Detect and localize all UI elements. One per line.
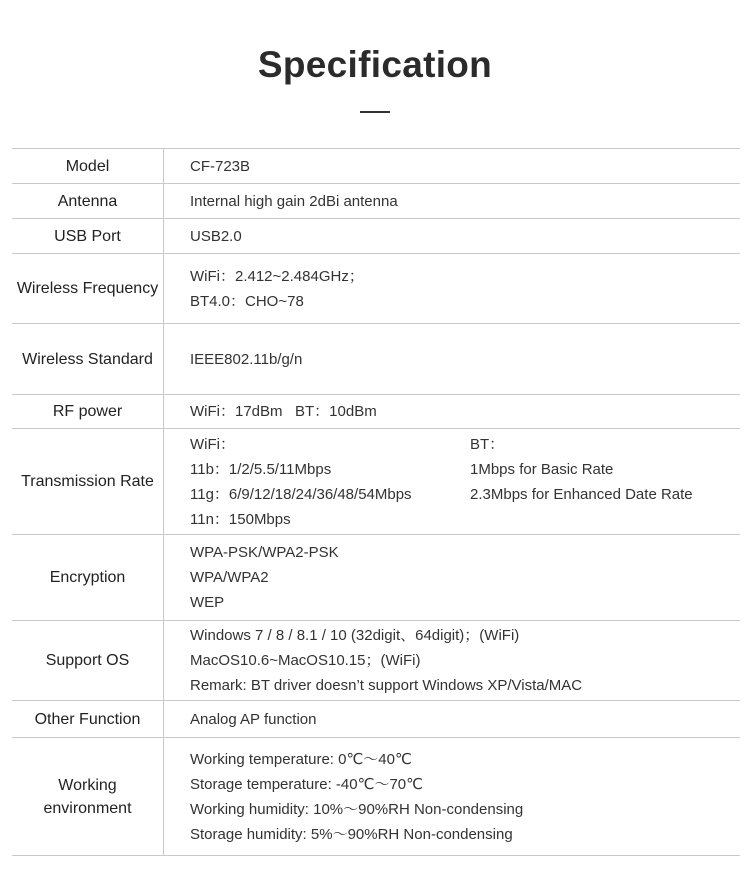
value-line: 11b：1/2/5.5/11Mbps	[190, 460, 332, 478]
spec-row-model	[12, 149, 740, 184]
value-line: IEEE802.11b/g/n	[190, 350, 303, 368]
spec-row-wireless-frequency	[12, 254, 740, 324]
row-value	[164, 254, 741, 324]
row-value	[164, 701, 741, 738]
row-label: Encryption	[12, 535, 164, 621]
row-label: Wireless Frequency	[12, 254, 164, 324]
bt-rates	[470, 432, 740, 532]
value-line: CF-723B	[190, 157, 251, 175]
spec-row-other-function	[12, 701, 740, 738]
row-value	[164, 535, 741, 621]
value-line: 2.3Mbps for Enhanced Date Rate	[470, 485, 693, 503]
value-line: Working temperature: 0℃～40℃	[190, 750, 412, 768]
spec-row-usb-port	[12, 219, 740, 254]
page-title: Specification	[257, 44, 493, 85]
row-label: Antenna	[12, 184, 164, 219]
spec-row-support-os	[12, 621, 740, 701]
label-line: environment	[43, 799, 132, 817]
row-label: Model	[12, 149, 164, 184]
value-line: MacOS10.6~MacOS10.15；(WiFi)	[190, 652, 421, 669]
row-value	[164, 324, 741, 395]
value-line: WiFi：2.412~2.484GHz；	[190, 267, 364, 285]
value-line: WPA/WPA2	[190, 569, 269, 586]
spec-row-wireless-standard	[12, 324, 740, 395]
wifi-rates	[190, 432, 470, 532]
specification-table	[12, 148, 740, 856]
row-label: Wireless Standard	[12, 324, 164, 395]
value-line: 11g：6/9/12/18/24/36/48/54Mbps	[190, 485, 412, 503]
value-line: BT4.0：CHO~78	[190, 292, 304, 310]
row-value	[164, 621, 741, 701]
row-label: Support OS	[12, 621, 164, 701]
row-value	[164, 149, 741, 184]
value-line: 11n：150Mbps	[190, 510, 291, 528]
value-line: Windows 7 / 8 / 8.1 / 10 (32digit、64digit)；(WiFi)	[190, 627, 520, 644]
value-line: Analog AP function	[190, 710, 317, 728]
spec-row-working-environment	[12, 738, 740, 856]
spec-row-rf-power	[12, 395, 740, 429]
row-label: RF power	[12, 395, 164, 429]
spec-row-antenna	[12, 184, 740, 219]
row-value	[164, 219, 741, 254]
value-line: Storage temperature: -40℃～70℃	[190, 775, 423, 793]
title-divider	[360, 111, 390, 113]
value-line: Working humidity: 10%～90%RH Non-condensing	[190, 800, 524, 818]
value-line: BT：	[470, 435, 505, 453]
value-line: Storage humidity: 5%～90%RH Non-condensing	[190, 825, 513, 843]
spec-row-transmission-rate	[12, 429, 740, 535]
value-line: WEP	[190, 594, 225, 611]
row-value	[164, 395, 741, 429]
row-value	[164, 738, 741, 856]
row-label: Transmission Rate	[12, 429, 164, 535]
row-label: Other Function	[12, 701, 164, 738]
row-value	[164, 429, 741, 535]
row-label	[12, 738, 164, 856]
value-line: WiFi：	[190, 435, 235, 453]
value-line: 1Mbps for Basic Rate	[470, 460, 614, 478]
value-line: USB2.0	[190, 227, 242, 245]
value-line: WiFi：17dBm BT：10dBm	[190, 403, 377, 420]
value-line: Remark: BT driver doesn’t support Windows XP/Vista/MAC	[190, 677, 583, 694]
row-label: USB Port	[12, 219, 164, 254]
value-line: WPA-PSK/WPA2-PSK	[190, 544, 339, 561]
label-line: Working	[58, 776, 117, 794]
spec-row-encryption	[12, 535, 740, 621]
row-value	[164, 184, 741, 219]
value-line: Internal high gain 2dBi antenna	[190, 192, 398, 210]
